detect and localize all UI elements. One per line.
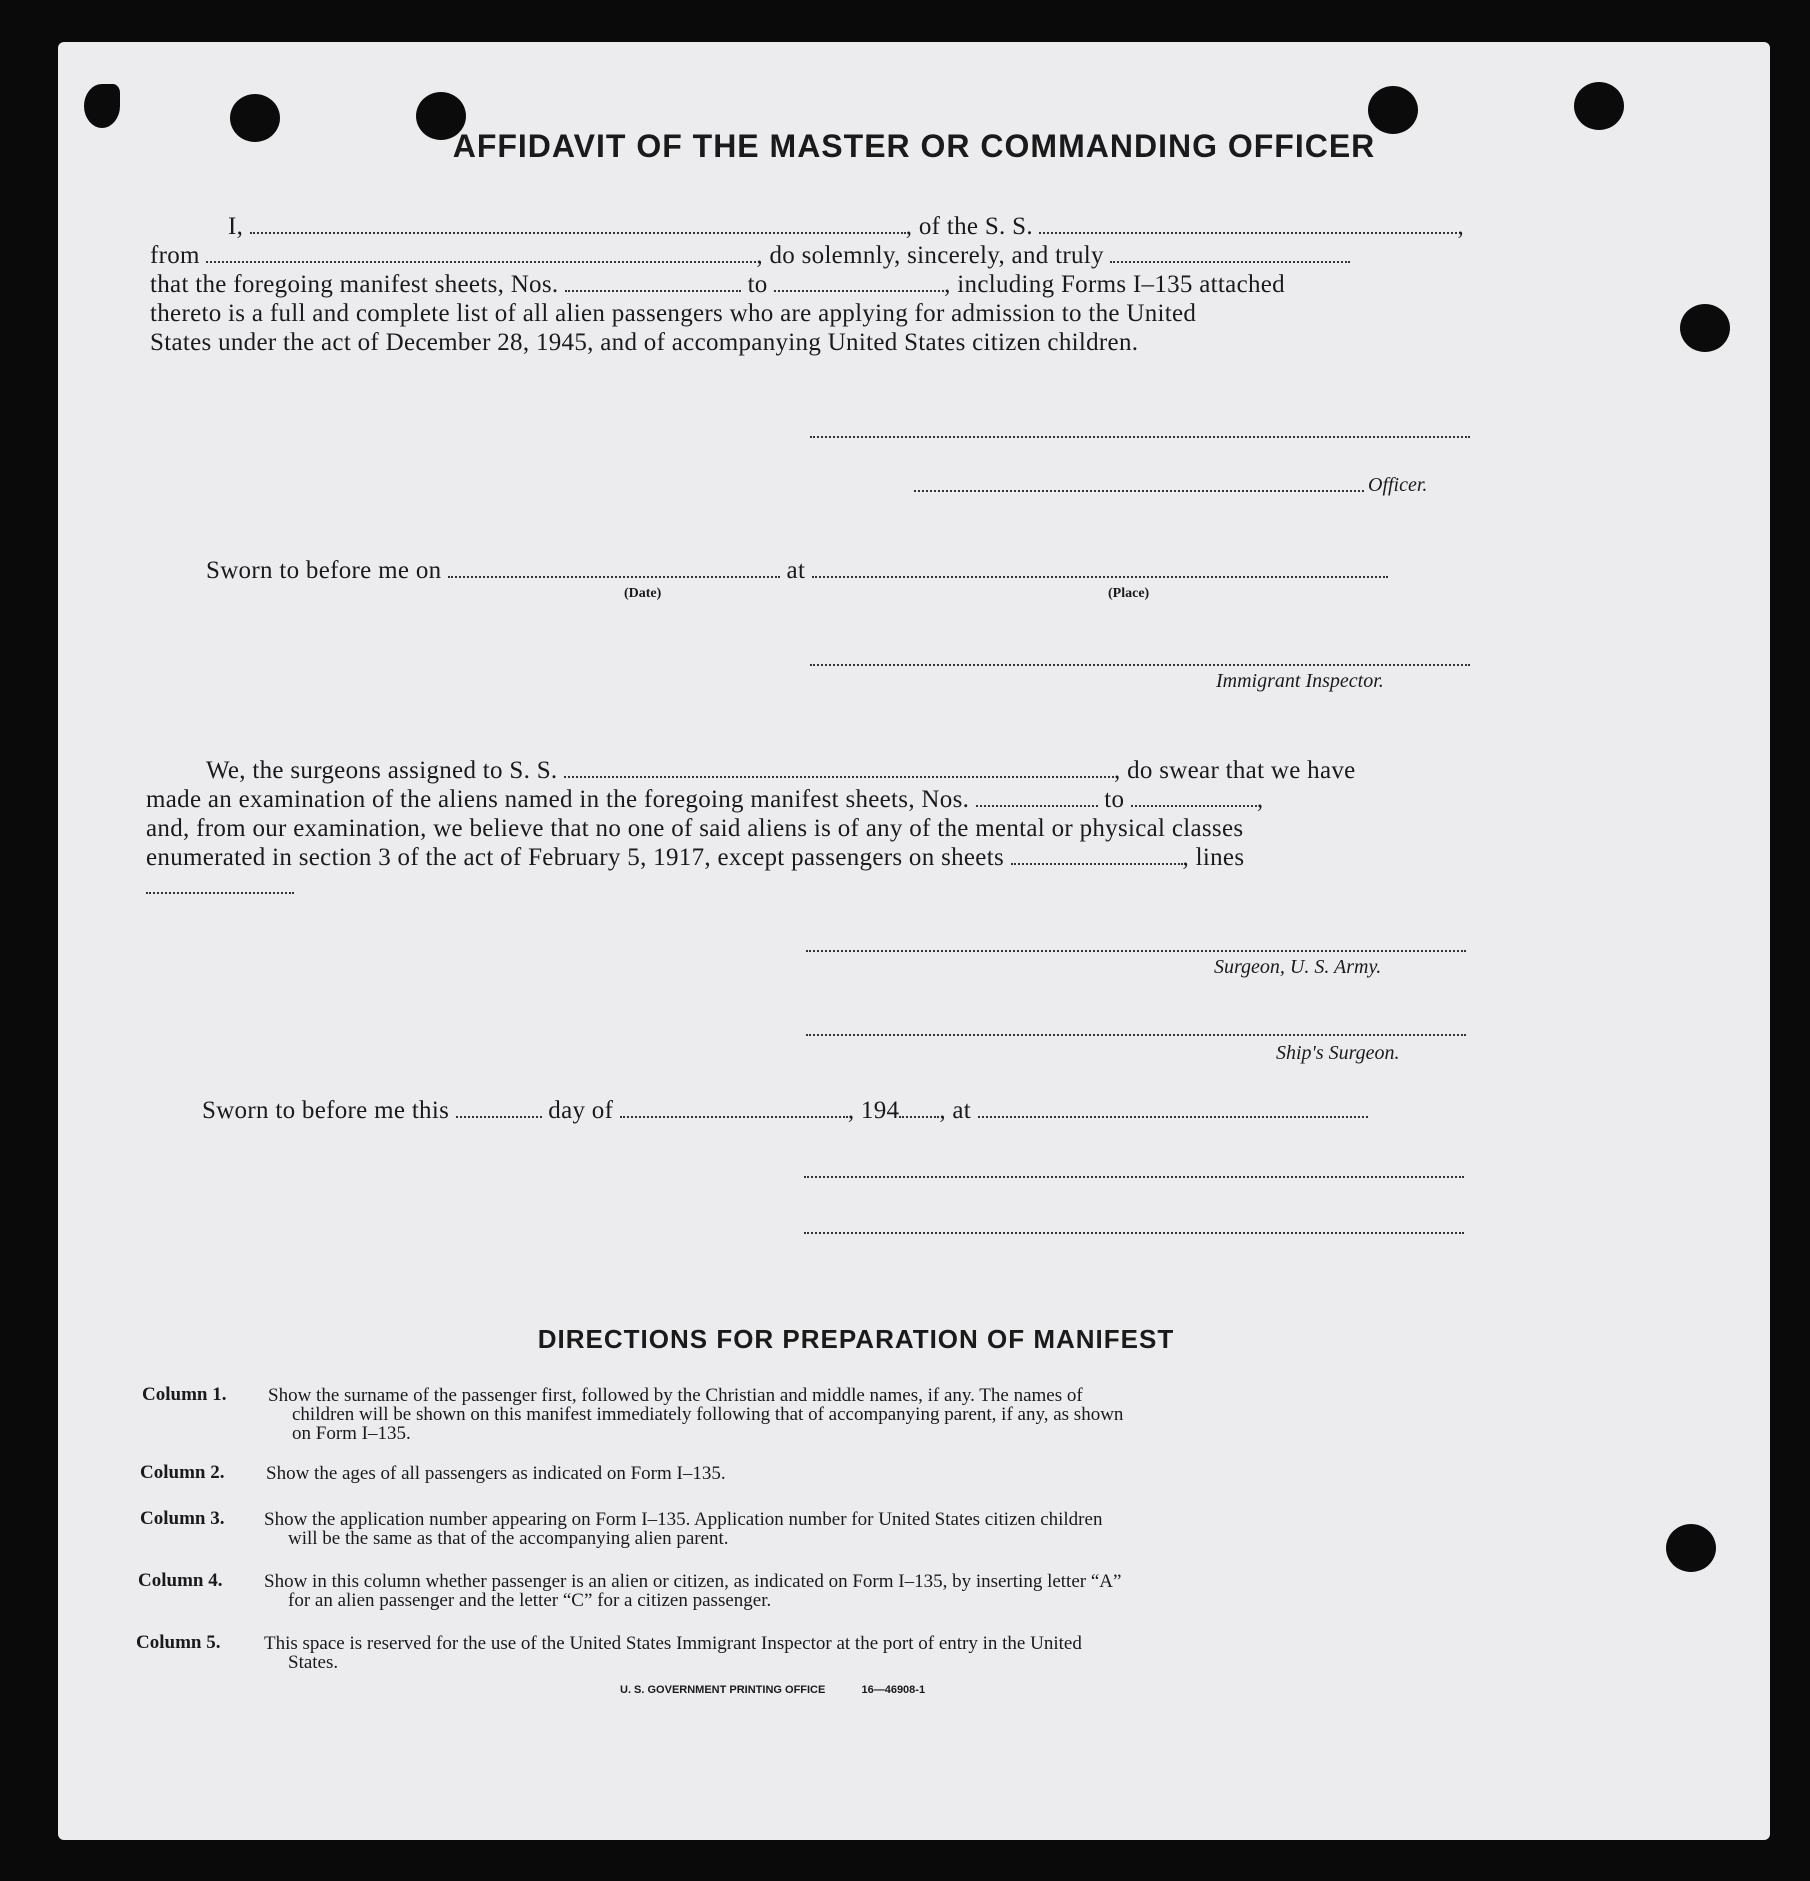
text: day of [548,1097,614,1124]
column-3-text [264,1510,1102,1548]
officer-title-line[interactable] [914,490,1364,492]
sworn-at-field[interactable] [978,1096,1368,1118]
witness-signature-line[interactable] [804,1176,1464,1178]
text: , [1457,213,1464,240]
text: I, [228,213,244,240]
directions-title: DIRECTIONS FOR PREPARATION OF MANIFEST [537,1324,1175,1354]
column-3-label: Column 3. [140,1508,225,1529]
officer-name-field[interactable] [250,212,906,234]
text: from [150,242,200,269]
sheet-from-field[interactable] [565,270,741,292]
affidavit-line-2 [150,241,1350,271]
text: to [1104,786,1125,813]
army-surgeon-label: Surgeon, U. S. Army. [1214,956,1382,978]
text: Show in this column whether passenger is an alien or citizen, as indicated on Form I–135, by inserting letter “A” [264,1571,1122,1592]
text: at [786,557,806,584]
exam-sheet-to-field[interactable] [1131,785,1257,807]
surgeon-ship-field[interactable] [564,756,1114,778]
sworn-place-field[interactable] [812,556,1388,578]
text: U. S. GOVERNMENT PRINTING OFFICE [620,1684,826,1696]
text: Sworn to before me this [202,1097,450,1124]
inspector-label: Immigrant Inspector. [1216,670,1384,692]
column-5-text [264,1634,1082,1672]
army-surgeon-signature-line[interactable] [806,950,1466,952]
officer-label: Officer. [1368,474,1428,496]
form-number: 16—46908-1 [861,1684,926,1696]
surgeons-line-3: and, from our examination, we believe that no one of said aliens is of any of the mental or physical classes [146,815,1244,842]
text: will be the same as that of the accompanying alien parent. [288,1528,729,1549]
text: children will be shown on this manifest immediately following that of accompanying parent, if any, as shown [292,1404,1124,1425]
sheet-to-field[interactable] [774,270,944,292]
ship-surgeon-label: Ship's Surgeon. [1276,1042,1400,1064]
text: This space is reserved for the use of the United States Immigrant Inspector at the port of entry in the United [264,1633,1082,1654]
place-caption: (Place) [1108,586,1150,601]
surgeons-line-1 [206,756,1356,786]
text: Sworn to before me on [206,557,442,584]
witness-title-line[interactable] [804,1232,1464,1234]
column-4-label: Column 4. [138,1570,223,1591]
text: made an examination of the aliens named in the foregoing manifest sheets, Nos. [146,786,970,813]
surgeons-line-2 [146,785,1263,815]
text: We, the surgeons assigned to S. S. [206,757,558,784]
affidavit-title: AFFIDAVIT OF THE MASTER OR COMMANDING OFFICER [452,128,1376,164]
sworn-line-2 [202,1096,1368,1126]
text: Show the ages of all passengers as indicated on Form I–135. [266,1463,726,1484]
text: , including Forms I–135 attached [944,271,1285,298]
text: , lines [1182,844,1245,871]
text: to [747,271,768,298]
document-page [58,42,1770,1840]
punch-hole [1574,82,1624,130]
printer-imprint [620,1684,925,1696]
column-1-text [268,1386,1123,1443]
text: States. [288,1652,339,1673]
inspector-signature-line[interactable] [810,664,1470,666]
text: , do swear that we have [1114,757,1356,784]
officer-signature-line[interactable] [810,436,1470,438]
punch-hole [1666,1524,1716,1572]
sworn-month-field[interactable] [620,1096,848,1118]
column-4-text [264,1572,1121,1610]
text: , 194 [847,1097,900,1124]
except-sheets-field[interactable] [1011,843,1183,865]
punch-hole [84,84,120,128]
sworn-day-field[interactable] [456,1096,542,1118]
text: Show the surname of the passenger first, followed by the Christian and middle names, if any. The names of [268,1385,1083,1406]
declaration-field[interactable] [1110,241,1350,263]
affidavit-line-5: States under the act of December 28, 1945, and of accompanying United States citizen children. [150,329,1139,356]
punch-hole [1680,304,1730,352]
surgeons-line-4 [146,843,1244,873]
text: on Form I–135. [292,1423,411,1444]
text: , [1256,786,1264,813]
column-2-label: Column 2. [140,1462,225,1483]
ship-surgeon-signature-line[interactable] [806,1034,1466,1036]
sworn-year-field[interactable] [899,1096,939,1118]
text: , at [939,1097,972,1124]
text: for an alien passenger and the letter “C” for a citizen passenger. [288,1590,772,1611]
sworn-date-field[interactable] [448,556,780,578]
text: that the foregoing manifest sheets, Nos. [150,271,559,298]
column-2-text [266,1464,726,1483]
except-lines-field[interactable] [146,892,294,894]
exam-sheet-from-field[interactable] [976,785,1098,807]
affidavit-line-1 [200,212,1464,242]
text: enumerated in section 3 of the act of February 5, 1917, except passengers on sheets [146,844,1004,871]
column-5-label: Column 5. [136,1632,221,1653]
date-caption: (Date) [624,586,662,601]
from-port-field[interactable] [206,241,756,263]
text: , of the S. S. [905,213,1033,240]
affidavit-line-3 [150,270,1285,300]
ship-name-field[interactable] [1039,212,1457,234]
affidavit-line-4: thereto is a full and complete list of all alien passengers who are applying for admission to the United [150,300,1197,327]
text: , do solemnly, sincerely, and truly [756,242,1104,269]
sworn-line-1 [206,556,1388,586]
column-1-label: Column 1. [142,1384,227,1405]
punch-hole [1368,86,1418,134]
text: Show the application number appearing on Form I–135. Application number for United States citizen children [264,1509,1103,1530]
